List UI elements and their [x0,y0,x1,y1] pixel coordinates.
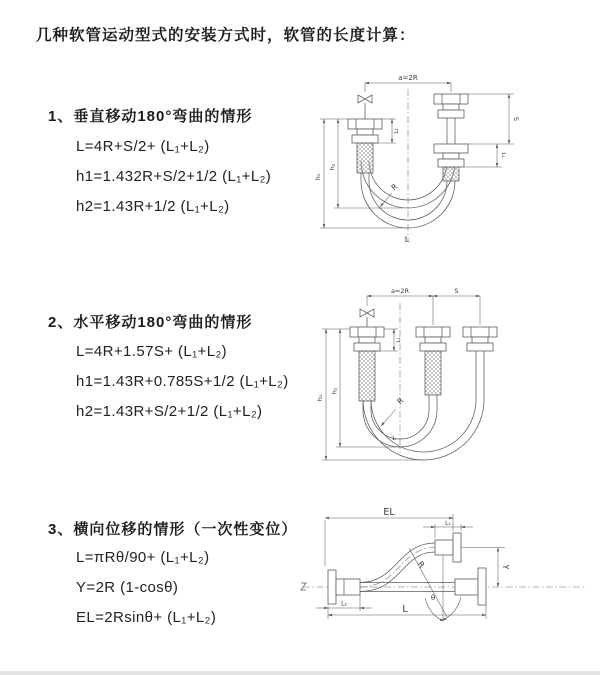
page-title: 几种软管运动型式的安装方式时，软管的长度计算： [36,27,416,44]
diagram-vertical-180-bend [308,69,538,263]
left-connector [348,119,382,173]
valve-icon [360,309,374,327]
dim-label-l1-right: L₁ [500,152,506,158]
section-2-formula-L: L=4R+1.57S+ (L₁+L₂) [76,343,228,360]
middle-connector [416,327,450,395]
dim-label-l2: L₂ [341,600,347,608]
section-1-formula-h1: h1=1.432R+S/2+1/2 (L₁+L₂) [76,168,272,185]
dim-label-a2r: a=2R [390,287,410,295]
dim-label-s: S [454,287,459,295]
section-2-heading: 2、水平移动180°弯曲的情形 [48,314,253,331]
dim-label-l: L [402,604,408,615]
right-connector-lower [434,144,468,181]
dim-label-l1: L₁ [445,520,451,527]
section-1-heading: 1、垂直移动180°弯曲的情形 [48,108,253,125]
dim-label-a2r: a=2R [398,74,418,82]
left-flange [328,570,360,604]
right-connector-upper [434,94,468,144]
section-3-formula-L: L=πRθ/90+ (L₁+L₂) [76,549,210,566]
theta-label: θ [430,594,436,602]
braided-hose-segment [357,143,373,173]
length-label: L [404,235,410,244]
right-connector [463,327,497,351]
braided-hose-segment [425,351,441,395]
right-flange-original [455,568,486,605]
dim-el [325,514,453,566]
braided-hose-segment [359,351,375,401]
braided-hose-segment [443,167,459,181]
dim-label-el: EL [383,507,395,518]
dim-label-h1: h₁ [314,173,322,181]
section-2-formula-h2: h2=1.43R+S/2+1/2 (L₁+L₂) [76,403,263,420]
section-2-formula-h1: h1=1.43R+0.785S+1/2 (L₁+L₂) [76,373,289,390]
hose-u-arcs [363,351,484,460]
radius-label: R [415,559,427,570]
hose-displaced-position [360,543,435,592]
dim-label-l1: L₁ [396,337,402,343]
dim-label-h1: h₁ [316,394,324,402]
section-1-formula-L: L=4R+S/2+ (L₁+L₂) [76,138,210,155]
dim-label-h2: h₂ [330,387,339,395]
section-3-formula-Y: Y=2R (1-cosθ) [76,579,179,596]
dim-a-2r-s [367,296,480,325]
radius-label: R [395,395,406,407]
radius-label: R [389,181,400,193]
scan-edge [0,671,600,675]
dim-label-l1: L₁ [394,128,400,134]
dim-label-y: Y [501,564,510,570]
section-3-heading: 3、横向位移的情形（一次性变位） [48,521,298,538]
left-connector [350,327,384,401]
dim-label-h2: h₂ [328,163,337,171]
dim-label-s: S [512,116,520,122]
radius-leader [381,409,396,426]
section-3-formula-EL: EL=2Rsinθ+ (L₁+L₂) [76,609,217,626]
diagram-horizontal-180-bend [310,283,540,470]
diagram-lateral-displacement [297,500,597,650]
valve-icon [358,95,372,119]
right-flange-displaced [435,533,461,562]
length-label: L [392,434,396,442]
centerline-break-mark [301,583,306,590]
section-1-formula-h2: h2=1.43R+1/2 (L₁+L₂) [76,198,230,215]
